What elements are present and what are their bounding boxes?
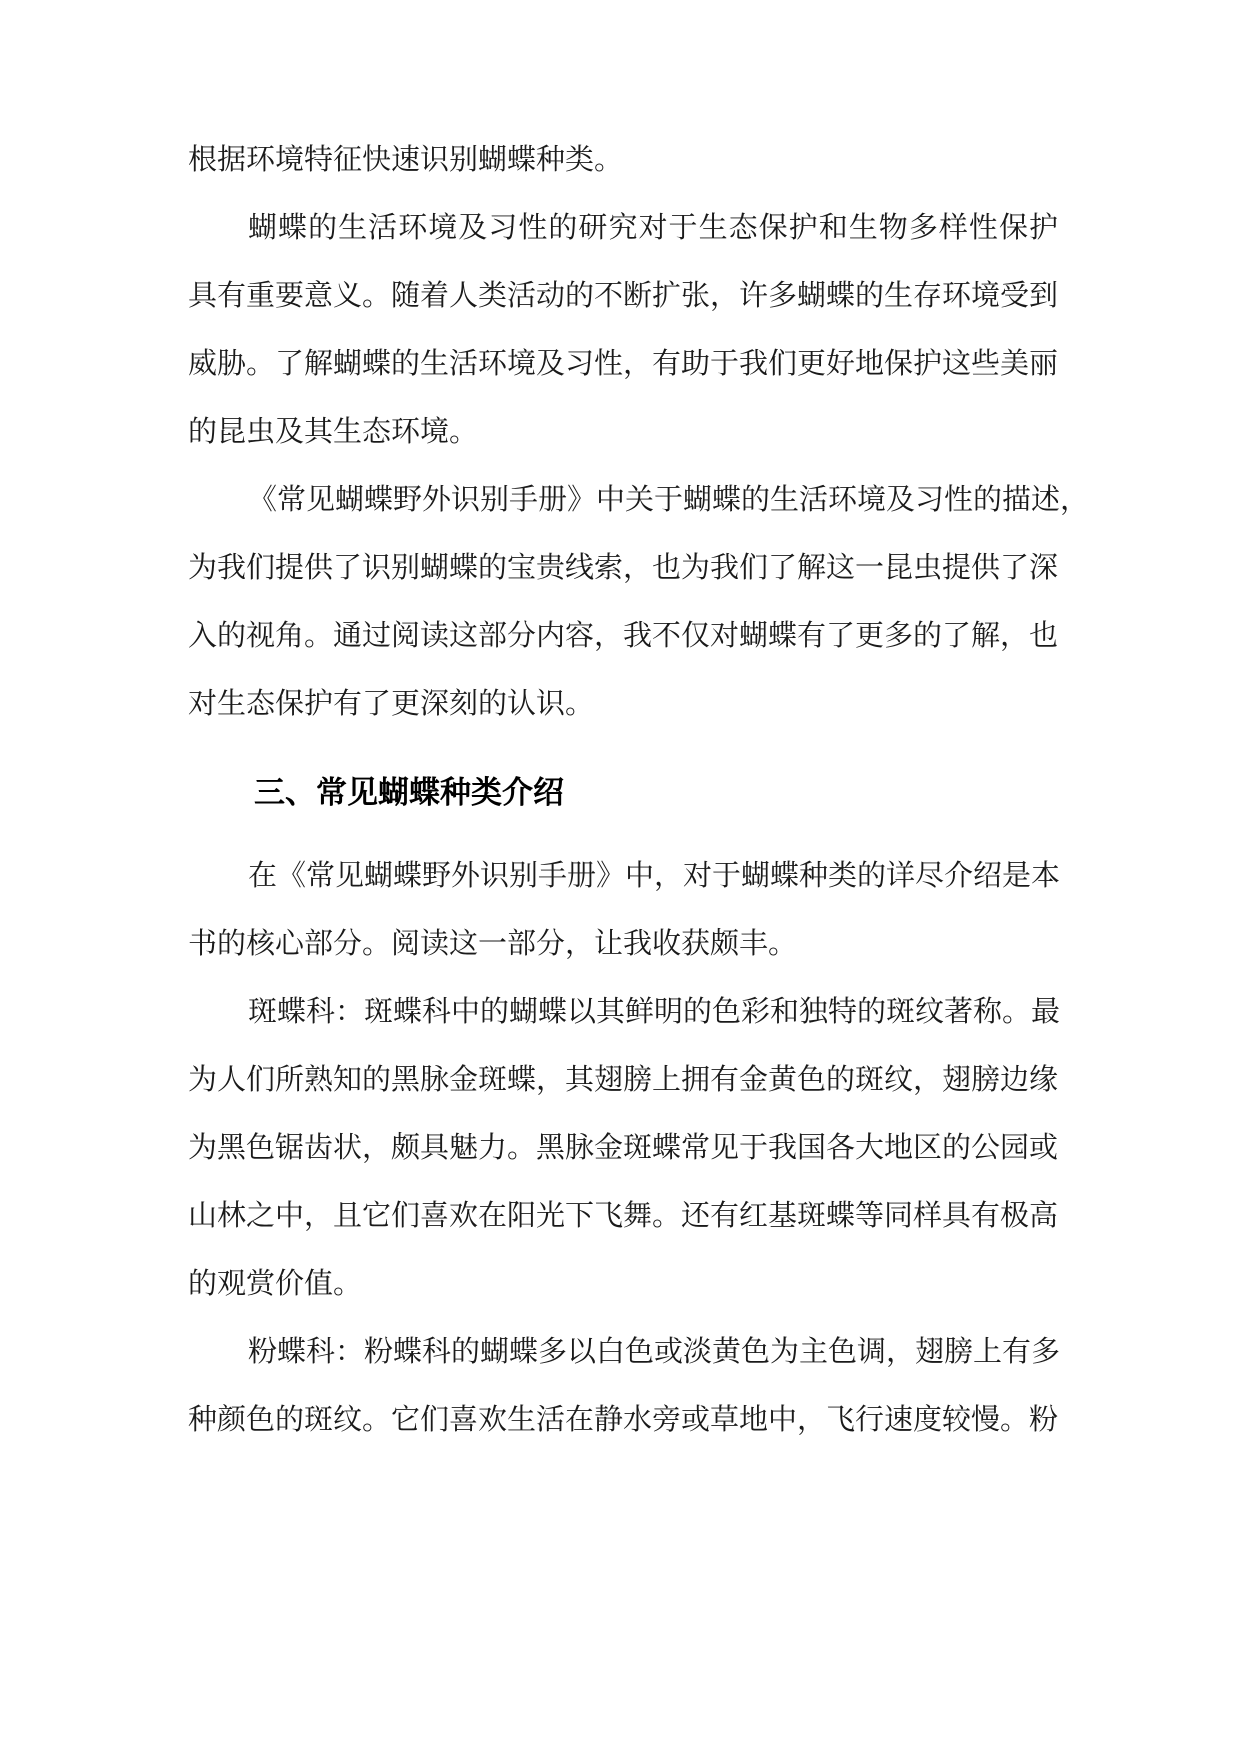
text-line: 具有重要意义。随着人类活动的不断扩张，许多蝴蝶的生存环境受到 <box>188 278 1059 312</box>
text-line: 《常见蝴蝶野外识别手册》中关于蝴蝶的生活环境及习性的描述， <box>248 482 1090 516</box>
section-heading: 三、常见蝴蝶种类介绍 <box>254 775 564 811</box>
text-line: 种颜色的斑纹。它们喜欢生活在静水旁或草地中，飞行速度较慢。粉 <box>188 1402 1059 1436</box>
text-line: 山林之中，且它们喜欢在阳光下飞舞。还有红基斑蝶等同样具有极高 <box>188 1198 1059 1232</box>
text-line: 入的视角。通过阅读这部分内容，我不仅对蝴蝶有了更多的了解，也 <box>188 618 1059 652</box>
text-line: 对生态保护有了更深刻的认识。 <box>188 686 595 720</box>
text-line: 的昆虫及其生态环境。 <box>188 414 479 448</box>
text-line: 斑蝶科：斑蝶科中的蝴蝶以其鲜明的色彩和独特的斑纹著称。最 <box>248 994 1061 1028</box>
text-line: 粉蝶科：粉蝶科的蝴蝶多以白色或淡黄色为主色调，翅膀上有多 <box>248 1334 1061 1368</box>
text-line: 为黑色锯齿状，颇具魅力。黑脉金斑蝶常见于我国各大地区的公园或 <box>188 1130 1059 1164</box>
text-line: 威胁。了解蝴蝶的生活环境及习性，有助于我们更好地保护这些美丽 <box>188 346 1059 380</box>
text-line: 蝴蝶的生活环境及习性的研究对于生态保护和生物多样性保护 <box>248 210 1058 244</box>
text-line: 在《常见蝴蝶野外识别手册》中，对于蝴蝶种类的详尽介绍是本 <box>248 858 1061 892</box>
text-line: 书的核心部分。阅读这一部分，让我收获颇丰。 <box>188 926 798 960</box>
text-line: 为人们所熟知的黑脉金斑蝶，其翅膀上拥有金黄色的斑纹，翅膀边缘 <box>188 1062 1059 1096</box>
text-line: 的观赏价值。 <box>188 1266 363 1300</box>
text-line: 根据环境特征快速识别蝴蝶种类。 <box>188 142 624 176</box>
text-line: 为我们提供了识别蝴蝶的宝贵线索，也为我们了解这一昆虫提供了深 <box>188 550 1059 584</box>
